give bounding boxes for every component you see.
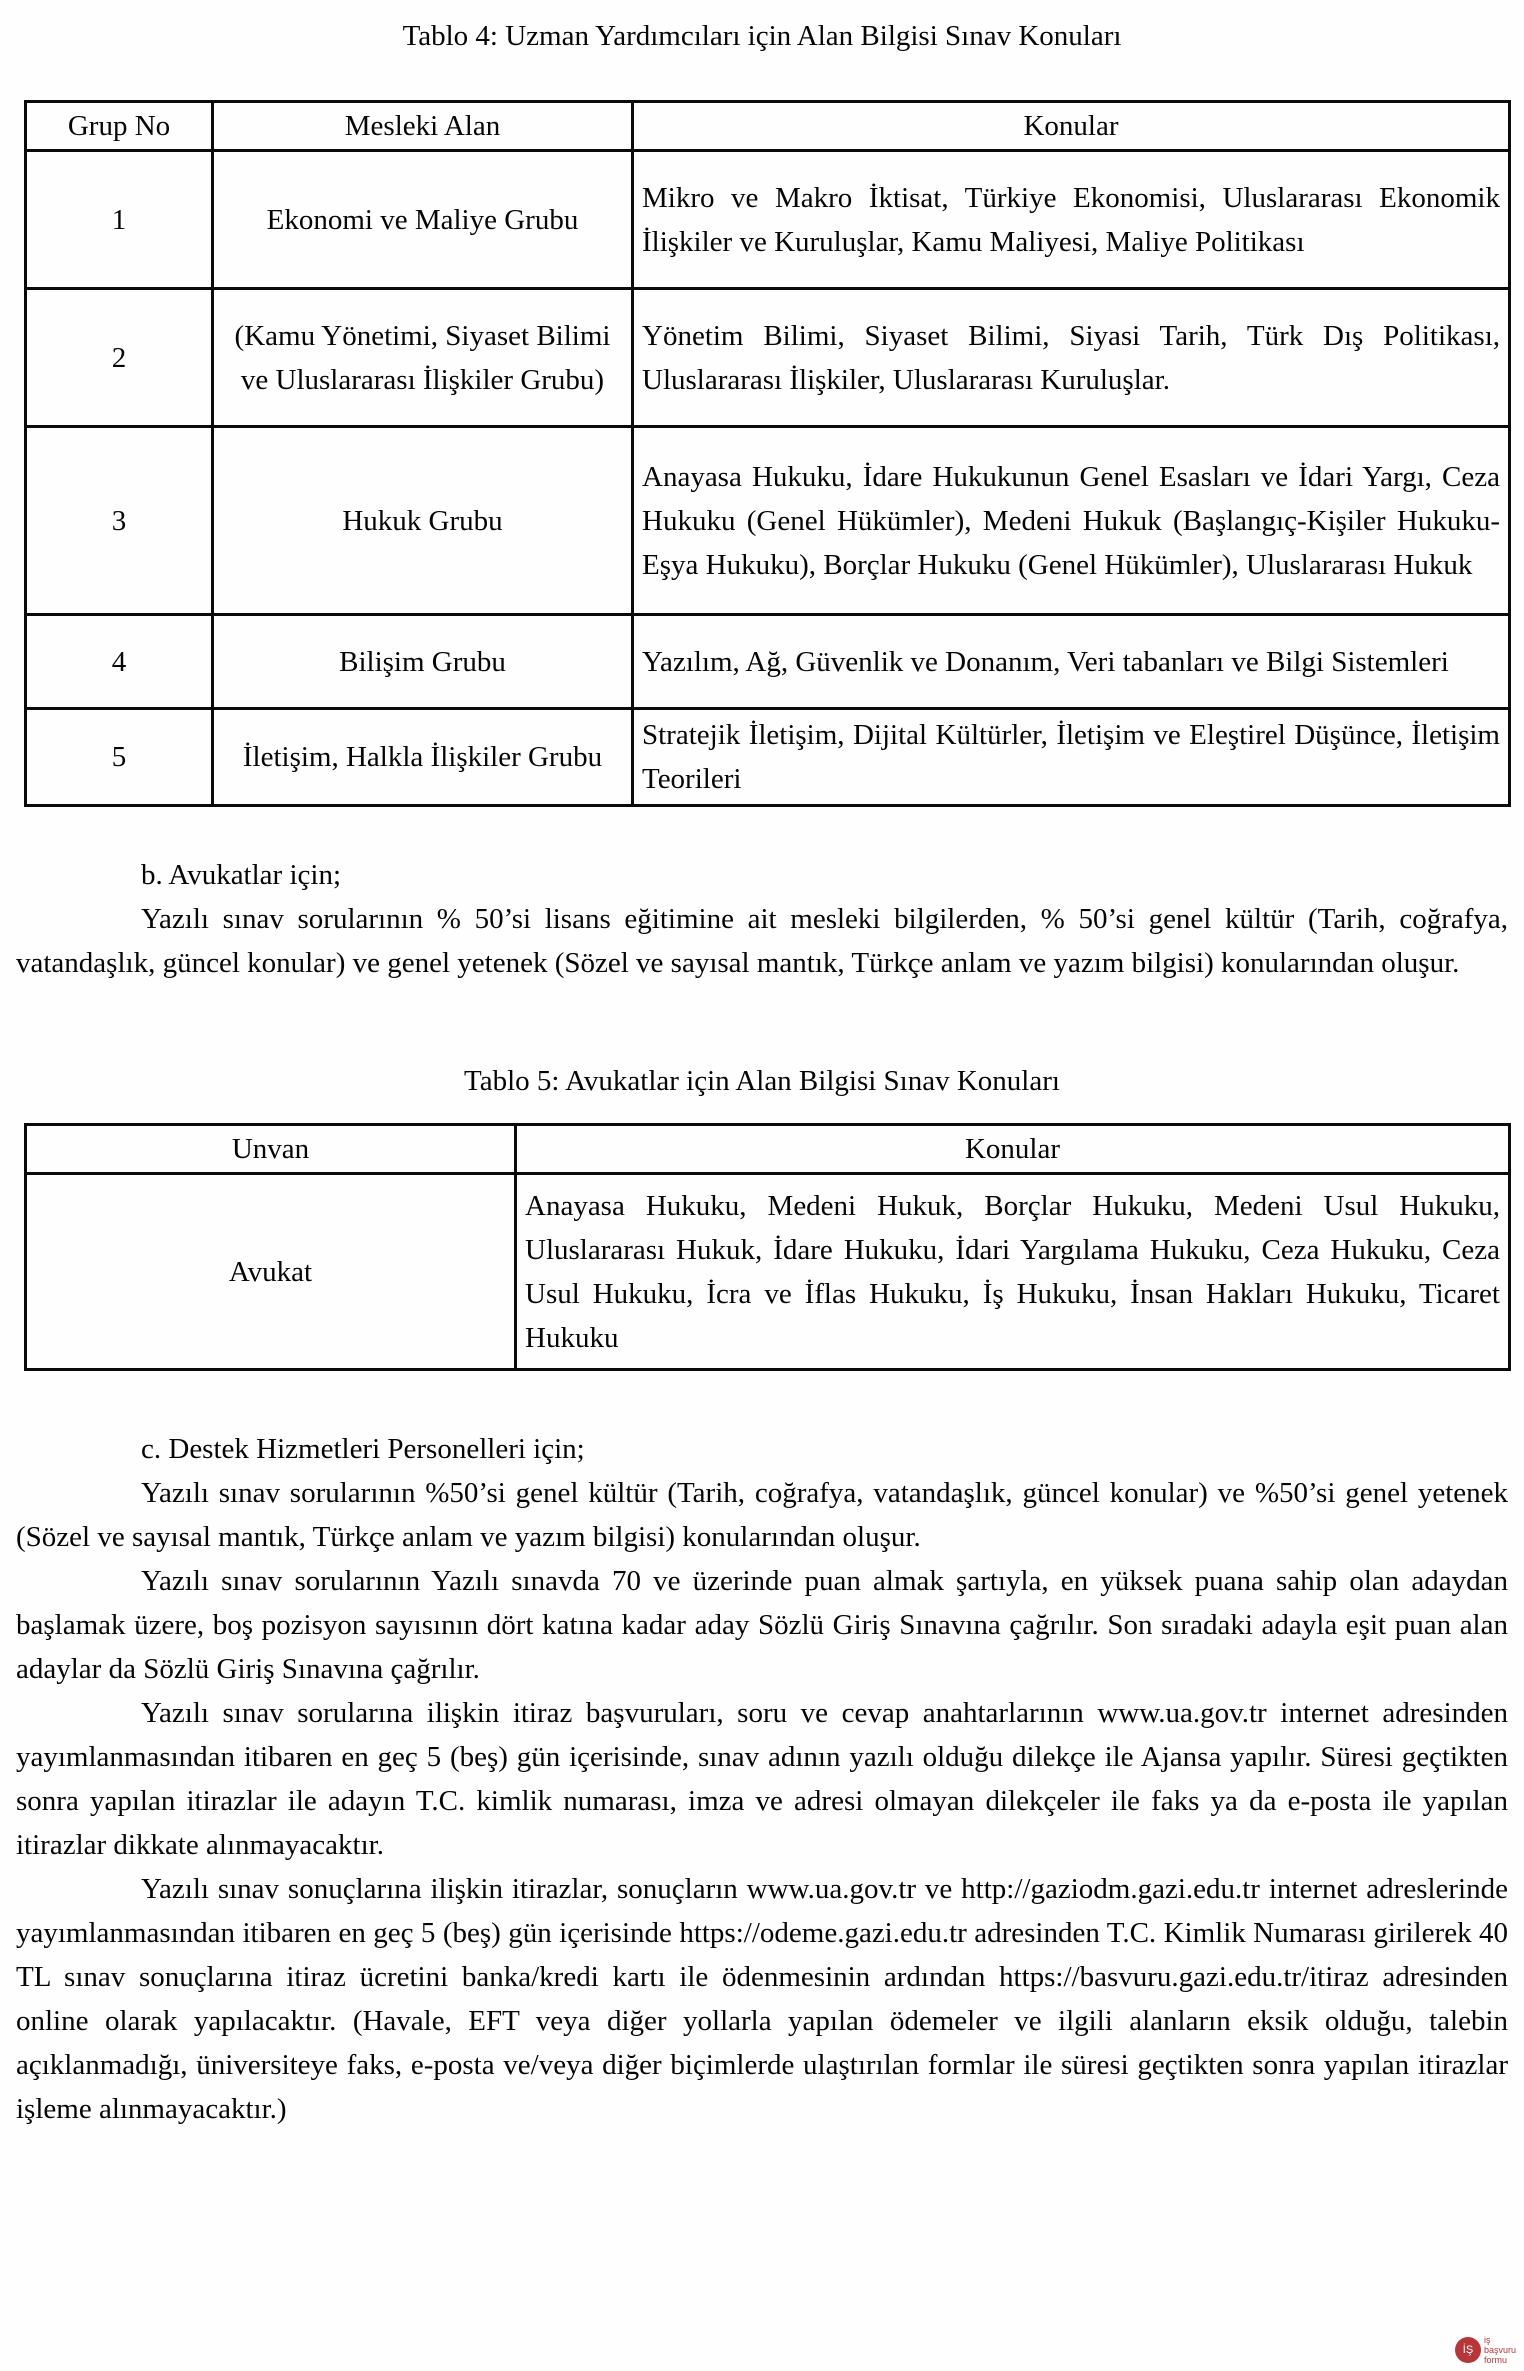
cell-mesleki-alan: Bilişim Grubu xyxy=(213,615,633,709)
table-row xyxy=(26,709,1510,806)
section-c-paragraph-3: Yazılı sınav sorularına ilişkin itiraz başvuruları, soru ve cevap anahtarlarının www.ua.gov.tr internet adresinden yayımlanmasından itibaren en geç 5 (beş) gün içerisinde, sınav adının yazılı olduğu dilekçe ile Ajansa yapılır. Süresi geçtikten sonra yapılan itirazlar ile adayın T.C. kimlik numarası, imza ve adresi olmayan dilekçeler ile faks ya da e-posta ile yapılan itirazlar dikkate alınmayacaktır. xyxy=(16,1697,1508,1861)
section-c-destek-hizmetleri xyxy=(16,1427,1508,2131)
cell-mesleki-alan: Ekonomi ve Maliye Grubu xyxy=(213,151,633,289)
cell-mesleki-alan: İletişim, Halkla İlişkiler Grubu xyxy=(213,709,633,806)
table-row xyxy=(26,615,1510,709)
table5-header-unvan: Unvan xyxy=(26,1125,516,1174)
cell-konular: Yönetim Bilimi, Siyaset Bilimi, Siyasi Tarih, Türk Dış Politikası, Uluslararası İlişkiler, Uluslararası Kuruluşlar. xyxy=(633,289,1510,427)
section-b-paragraph: Yazılı sınav sorularının % 50’si lisans eğitimine ait mesleki bilgilerden, % 50’si genel kültür (Tarih, coğrafya, vatandaşlık, güncel konular) ve genel yetenek (Sözel ve sayısal mantık, Türkçe anlam ve yazım bilgisi) konularından oluşur. xyxy=(16,903,1508,979)
table5-header-row xyxy=(26,1125,1510,1174)
table4-header-konular: Konular xyxy=(633,102,1510,151)
table5-title: Tablo 5: Avukatlar için Alan Bilgisi Sınav Konuları xyxy=(464,1065,1060,1097)
section-b-heading: b. Avukatlar için; xyxy=(141,859,341,891)
section-c-paragraph-2: Yazılı sınav sorularının Yazılı sınavda 70 ve üzerinde puan almak şartıyla, en yüksek puana sahip olan adaydan başlamak üzere, boş pozisyon sayısının dört katına kadar aday Sözlü Giriş Sınavına çağrılır. Son sıradaki adayla eşit puan alan adaylar da Sözlü Giriş Sınavına çağrılır. xyxy=(16,1565,1508,1685)
is-basvuru-formu-watermark xyxy=(1455,2335,1516,2365)
cell-grup-no: 3 xyxy=(26,427,213,615)
table5-header-konular: Konular xyxy=(516,1125,1510,1174)
cell-konular: Mikro ve Makro İktisat, Türkiye Ekonomisi, Uluslararası Ekonomik İlişkiler ve Kuruluşlar, Kamu Maliyesi, Maliye Politikası xyxy=(633,151,1510,289)
cell-grup-no: 2 xyxy=(26,289,213,427)
section-b-avukatlar xyxy=(16,853,1508,985)
cell-grup-no: 4 xyxy=(26,615,213,709)
cell-grup-no: 5 xyxy=(26,709,213,806)
watermark-badge-icon: İŞ xyxy=(1455,2337,1481,2363)
cell-grup-no: 1 xyxy=(26,151,213,289)
section-c-heading: c. Destek Hizmetleri Personelleri için; xyxy=(141,1433,585,1465)
cell-mesleki-alan: (Kamu Yönetimi, Siyaset Bilimi ve Uluslararası İlişkiler Grubu) xyxy=(213,289,633,427)
watermark-label: iş başvuru formu xyxy=(1483,2335,1516,2365)
cell-mesleki-alan: Hukuk Grubu xyxy=(213,427,633,615)
table4-header-row xyxy=(26,102,1510,151)
cell-unvan: Avukat xyxy=(26,1174,516,1370)
table-row xyxy=(26,1174,1510,1370)
table-row xyxy=(26,151,1510,289)
section-c-paragraph-1: Yazılı sınav sorularının %50’si genel kültür (Tarih, coğrafya, vatandaşlık, güncel konular) ve %50’si genel yetenek (Sözel ve sayısal mantık, Türkçe anlam ve yazım bilgisi) konularından oluşur. xyxy=(16,1477,1508,1553)
table4-alan-bilgisi xyxy=(24,100,1511,807)
cell-konular: Stratejik İletişim, Dijital Kültürler, İletişim ve Eleştirel Düşünce, İletişim Teorileri xyxy=(633,709,1510,806)
cell-konular: Anayasa Hukuku, Medeni Hukuk, Borçlar Hukuku, Medeni Usul Hukuku, Uluslararası Hukuk, İdare Hukuku, İdari Yargılama Hukuku, Ceza Hukuku, Ceza Usul Hukuku, İcra ve İflas Hukuku, İş Hukuku, İnsan Hakları Hukuku, Ticaret Hukuku xyxy=(516,1174,1510,1370)
table4-header-grup-no: Grup No xyxy=(26,102,213,151)
table5-avukatlar xyxy=(24,1123,1511,1371)
table-row xyxy=(26,427,1510,615)
cell-konular: Yazılım, Ağ, Güvenlik ve Donanım, Veri tabanları ve Bilgi Sistemleri xyxy=(633,615,1510,709)
table4-header-mesleki-alan: Mesleki Alan xyxy=(213,102,633,151)
section-c-paragraph-4: Yazılı sınav sonuçlarına ilişkin itirazlar, sonuçların www.ua.gov.tr ve http://gaziodm.gazi.edu.tr internet adreslerinde yayımlanmasından itibaren en geç 5 (beş) gün içerisinde https://odeme.gazi.edu.tr adresinden T.C. Kimlik Numarası girilerek 40 TL sınav sonuçlarına itiraz ücretini banka/kredi kartı ile ödenmesinin ardından https://basvuru.gazi.edu.tr/itiraz adresinden online olarak yapılacaktır. (Havale, EFT veya diğer yollarla yapılan ödemeler ve ilgili alanların eksik olduğu, talebin açıklanmadığı, üniversiteye faks, e-posta ve/veya diğer biçimlerde ulaştırılan formlar ile süresi geçtikten sonra yapılan itirazlar işleme alınmayacaktır.) xyxy=(16,1873,1508,2125)
table4-title: Tablo 4: Uzman Yardımcıları için Alan Bilgisi Sınav Konuları xyxy=(402,20,1122,52)
cell-konular: Anayasa Hukuku, İdare Hukukunun Genel Esasları ve İdari Yargı, Ceza Hukuku (Genel Hükümler), Medeni Hukuk (Başlangıç-Kişiler Hukuku-Eşya Hukuku), Borçlar Hukuku (Genel Hükümler), Uluslararası Hukuk xyxy=(633,427,1510,615)
table-row xyxy=(26,289,1510,427)
